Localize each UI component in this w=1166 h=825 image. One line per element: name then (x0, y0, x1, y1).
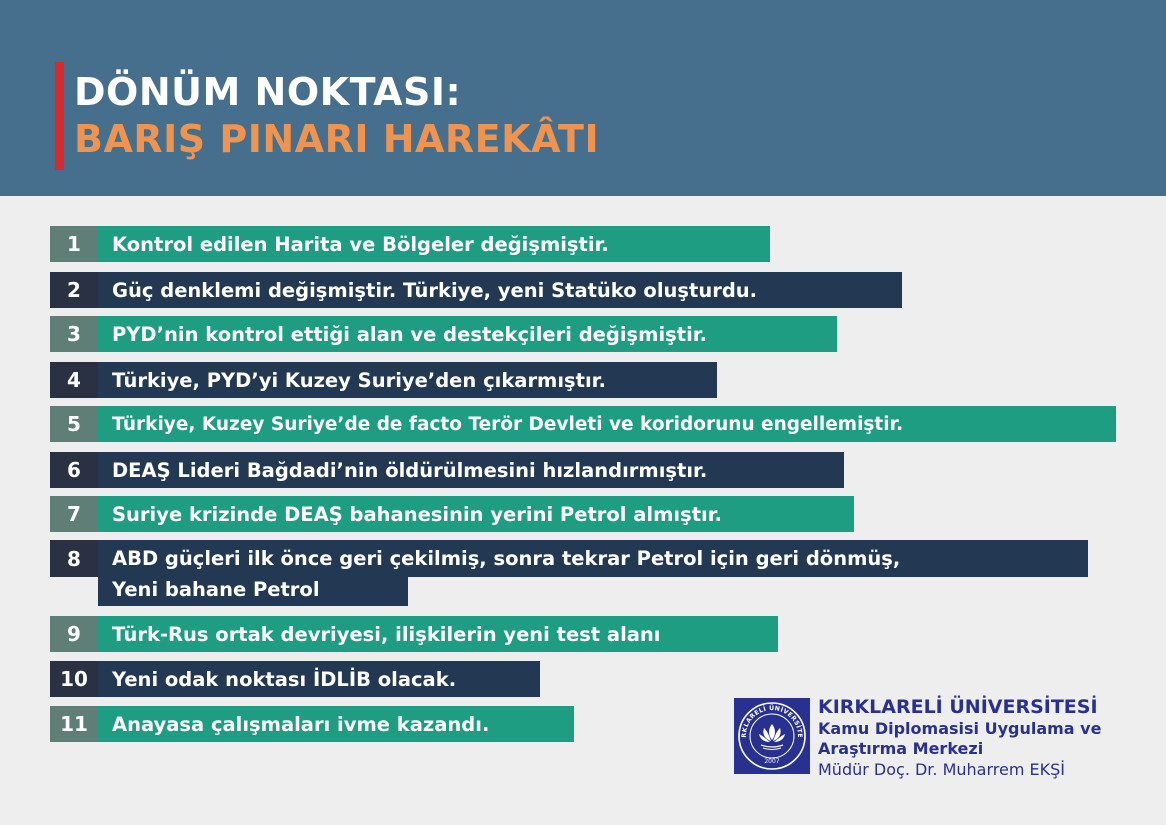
item-text: Kontrol edilen Harita ve Bölgeler değişmiştir. (98, 226, 770, 262)
director-name: Müdür Doç. Dr. Muharrem EKŞİ (818, 760, 1065, 779)
item-number: 9 (50, 616, 98, 652)
page-title: DÖNÜM NOKTASI: (74, 70, 462, 114)
item-text: DEAŞ Lideri Bağdadi’nin öldürülmesini hızlandırmıştır. (98, 452, 844, 488)
item-number: 2 (50, 272, 98, 308)
logo-year: 2007 (764, 758, 780, 765)
item-text: Yeni odak noktası İDLİB olacak. (98, 661, 540, 697)
item-text-line2: Yeni bahane Petrol (98, 573, 408, 606)
item-number: 8 (50, 540, 98, 577)
item-text: Suriye krizinde DEAŞ bahanesinin yerini Petrol almıştır. (98, 496, 854, 532)
item-number: 1 (50, 226, 98, 262)
svg-text:KIRKLARELİ ÜNİVERSİTESİ: RKLARELİ ÜNİVERSİTE (740, 704, 804, 739)
item-number: 11 (50, 706, 98, 742)
item-text: Türk-Rus ortak devriyesi, ilişkilerin yeni test alanı (98, 616, 778, 652)
item-text: Güç denklemi değişmiştir. Türkiye, yeni Statüko oluşturdu. (98, 272, 902, 308)
university-name: KIRKLARELİ ÜNİVERSİTESİ (818, 696, 1098, 718)
item-number: 10 (50, 661, 98, 697)
item-number: 6 (50, 452, 98, 488)
item-number: 5 (50, 406, 98, 442)
item-text-line1: ABD güçleri ilk önce geri çekilmiş, sonra tekrar Petrol için geri dönmüş, (98, 540, 1088, 577)
item-number: 7 (50, 496, 98, 532)
item-text: Türkiye, PYD’yi Kuzey Suriye’den çıkarmıştır. (98, 362, 717, 398)
header-banner (0, 0, 1166, 196)
center-name-line2: Araştırma Merkezi (818, 739, 984, 758)
item-number: 4 (50, 362, 98, 398)
accent-bar (55, 62, 64, 170)
page-subtitle: BARIŞ PINARI HAREKÂTI (74, 117, 600, 161)
item-text: Anayasa çalışmaları ivme kazandı. (98, 706, 574, 742)
center-name-line1: Kamu Diplomasisi Uygulama ve (818, 719, 1102, 738)
item-text: PYD’nin kontrol ettiği alan ve destekçileri değişmiştir. (98, 316, 837, 352)
item-number: 3 (50, 316, 98, 352)
item-text: Türkiye, Kuzey Suriye’de de facto Terör Devleti ve koridorunu engellemiştir. (98, 406, 1116, 442)
university-logo (734, 698, 810, 774)
university-seal-icon (734, 698, 810, 774)
